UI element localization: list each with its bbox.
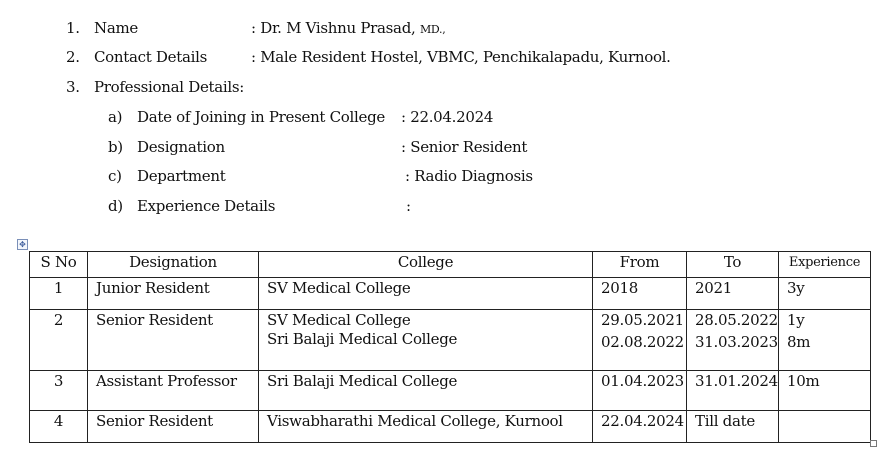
cell-to[interactable]: Till date xyxy=(687,411,779,443)
cell-from[interactable]: 22.04.2024 xyxy=(593,411,687,443)
cell-experience[interactable] xyxy=(779,310,871,371)
item-1-label: Name xyxy=(94,19,138,37)
sub-item-c-label: Department xyxy=(137,167,226,185)
resize-handle-icon[interactable] xyxy=(870,440,877,447)
cell-designation[interactable]: Senior Resident xyxy=(88,310,259,371)
sub-item-d-letter: d) xyxy=(108,197,123,215)
sub-item-c-value: : Radio Diagnosis xyxy=(405,167,533,185)
cell-sno[interactable]: 2 xyxy=(30,310,88,371)
header-to[interactable]: To xyxy=(687,252,779,278)
name-value: : Dr. M Vishnu Prasad, xyxy=(251,19,416,37)
item-2-number: 2. xyxy=(66,48,80,66)
sub-item-a-label: Date of Joining in Present College xyxy=(137,108,385,126)
to-line: 28.05.2022 xyxy=(695,311,778,329)
sub-item-d-value: : xyxy=(406,197,411,215)
name-degree: MD., xyxy=(419,23,446,36)
item-3-number: 3. xyxy=(66,78,80,96)
experience-table xyxy=(29,251,871,443)
cell-to[interactable]: 31.01.2024 xyxy=(687,371,779,411)
header-from[interactable]: From xyxy=(593,252,687,278)
sub-item-b-value: : Senior Resident xyxy=(401,138,528,156)
cell-to[interactable] xyxy=(687,310,779,371)
item-2-value: : Male Resident Hostel, VBMC, Penchikalapadu, Kurnool. xyxy=(251,48,671,66)
cell-sno[interactable]: 1 xyxy=(30,278,88,310)
cell-designation[interactable]: Junior Resident xyxy=(88,278,259,310)
cell-to[interactable]: 2021 xyxy=(687,278,779,310)
item-3-label: Professional Details: xyxy=(94,78,245,96)
from-line: 02.08.2022 xyxy=(601,333,684,351)
table-row xyxy=(30,310,871,371)
experience-line: 8m xyxy=(787,333,811,351)
header-sno[interactable]: S No xyxy=(30,252,88,278)
table-row xyxy=(30,371,871,411)
cell-from[interactable]: 2018 xyxy=(593,278,687,310)
item-2-label: Contact Details xyxy=(94,48,208,66)
sub-item-b-letter: b) xyxy=(108,138,123,156)
cell-college[interactable]: SV Medical College xyxy=(259,278,593,310)
cell-designation[interactable]: Senior Resident xyxy=(88,411,259,443)
header-experience[interactable]: Experience xyxy=(779,252,871,278)
table-row xyxy=(30,411,871,443)
cell-designation[interactable]: Assistant Professor xyxy=(88,371,259,411)
cell-experience[interactable]: 3y xyxy=(779,278,871,310)
header-designation[interactable]: Designation xyxy=(88,252,259,278)
to-line: 31.03.2023 xyxy=(695,333,778,351)
sub-item-d-label: Experience Details xyxy=(137,197,276,215)
item-1-value xyxy=(251,19,445,39)
college-line: Sri Balaji Medical College xyxy=(267,330,458,348)
cell-college[interactable]: Sri Balaji Medical College xyxy=(259,371,593,411)
cell-sno[interactable]: 3 xyxy=(30,371,88,411)
experience-line: 1y xyxy=(787,311,805,329)
college-line: SV Medical College xyxy=(267,311,411,329)
cell-from[interactable]: 01.04.2023 xyxy=(593,371,687,411)
cell-sno[interactable]: 4 xyxy=(30,411,88,443)
sub-item-a-value: : 22.04.2024 xyxy=(401,108,494,126)
cell-college[interactable] xyxy=(259,310,593,371)
cell-from[interactable] xyxy=(593,310,687,371)
sub-item-c-letter: c) xyxy=(108,167,122,185)
item-1-number: 1. xyxy=(66,19,80,37)
header-college[interactable]: College xyxy=(259,252,593,278)
sub-item-b-label: Designation xyxy=(137,138,225,156)
cell-experience[interactable]: 10m xyxy=(779,371,871,411)
table-header-row xyxy=(30,252,871,278)
cell-college[interactable]: Viswabharathi Medical College, Kurnool xyxy=(259,411,593,443)
cell-experience[interactable] xyxy=(779,411,871,443)
move-arrows-icon[interactable]: ✥ xyxy=(17,239,28,250)
table-row xyxy=(30,278,871,310)
from-line: 29.05.2021 xyxy=(601,311,684,329)
sub-item-a-letter: a) xyxy=(108,108,123,126)
